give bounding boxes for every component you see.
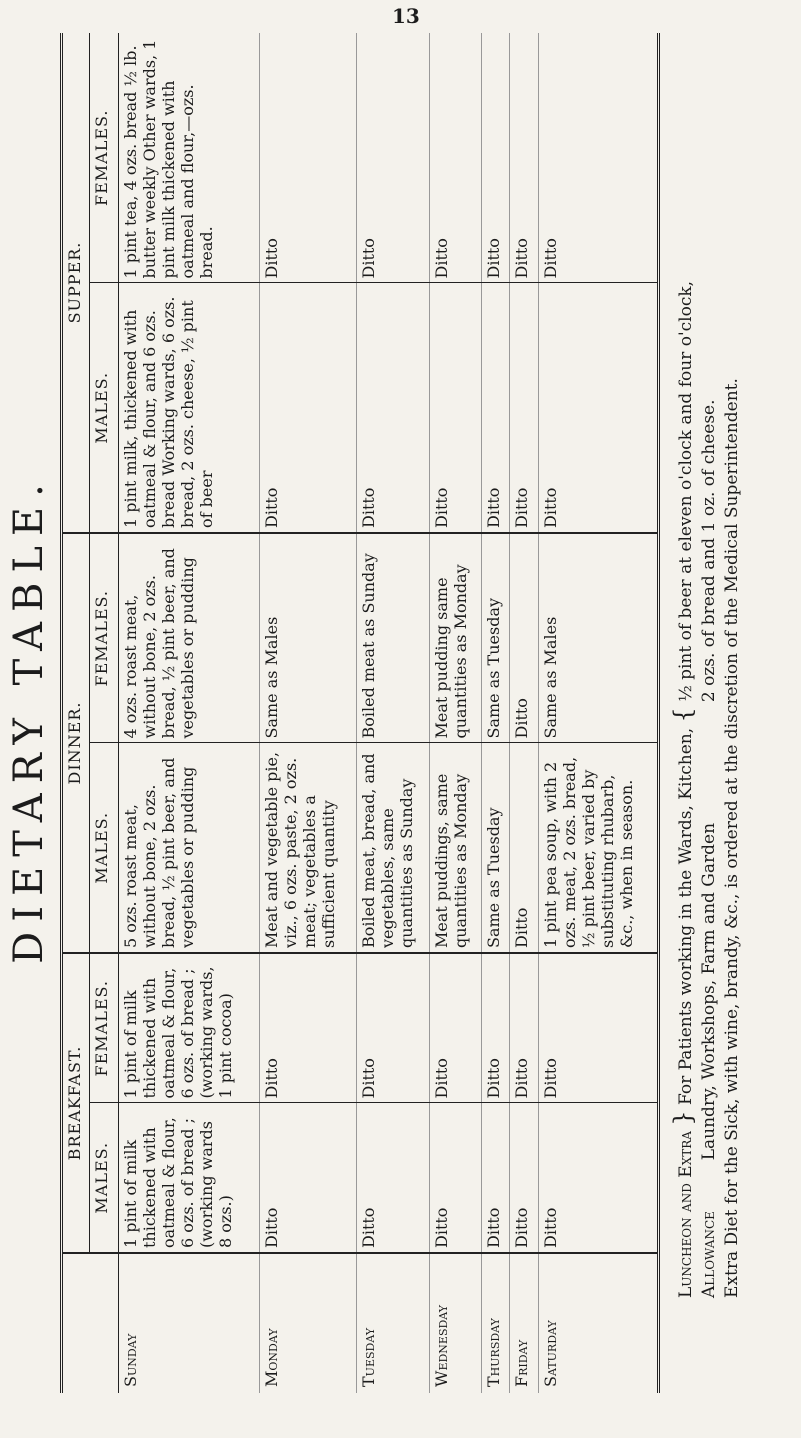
supper-females-cell: Ditto bbox=[510, 33, 539, 283]
luncheon-label: Luncheon and Extra bbox=[676, 1131, 696, 1298]
breakfast-females-header: FEMALES. bbox=[90, 953, 119, 1103]
table-row bbox=[538, 33, 658, 1393]
dinner-males-cell: Meat puddings, same quantities as Monday bbox=[430, 743, 481, 953]
supper-males-cell: Ditto bbox=[510, 283, 539, 533]
supper-males-cell: Ditto bbox=[260, 283, 356, 533]
footer-laundry-text: Laundry, Workshops, Farm and Garden bbox=[699, 822, 719, 1161]
supper-females-header: FEMALES. bbox=[90, 33, 119, 283]
table-row bbox=[481, 33, 510, 1393]
table-row bbox=[356, 33, 430, 1393]
breakfast-males-cell: Ditto bbox=[481, 1103, 510, 1253]
day-cell: Sunday bbox=[118, 1253, 260, 1393]
table-row bbox=[510, 33, 539, 1393]
day-header bbox=[62, 1253, 90, 1393]
supper-females-cell: Ditto bbox=[430, 33, 481, 283]
supper-males-cell: Ditto bbox=[356, 283, 430, 533]
breakfast-males-cell: 1 pint of milk thickened with oatmeal & flour, 6 ozs. of bread ; (working wards 8 ozs.) bbox=[118, 1103, 260, 1253]
page-title: DIETARY TABLE. bbox=[6, 474, 52, 964]
dinner-females-cell: Ditto bbox=[510, 533, 539, 743]
page-number: 13 bbox=[392, 4, 420, 28]
breakfast-males-cell: Ditto bbox=[260, 1103, 356, 1253]
sex-header-row bbox=[90, 33, 119, 1393]
footer-line-2 bbox=[698, 98, 721, 1298]
footer-notes bbox=[669, 98, 744, 1298]
dinner-males-header: MALES. bbox=[90, 743, 119, 953]
day-subheader bbox=[90, 1253, 119, 1393]
breakfast-females-cell: Ditto bbox=[538, 953, 658, 1103]
dinner-females-cell: Same as Tuesday bbox=[481, 533, 510, 743]
dinner-males-cell: 5 ozs. roast meat, without bone, 2 ozs. bread, ½ pint beer, and vegetables or pudding bbox=[118, 743, 260, 953]
supper-females-cell: Ditto bbox=[356, 33, 430, 283]
dinner-header: DINNER. bbox=[62, 533, 90, 953]
dinner-females-cell: Boiled meat as Sunday bbox=[356, 533, 430, 743]
footer-line-1 bbox=[669, 98, 698, 1298]
dinner-females-cell: 4 ozs. roast meat, without bone, 2 ozs. bread, ½ pint beer, and vegetables or pudding bbox=[118, 533, 260, 743]
dinner-females-cell: Same as Males bbox=[260, 533, 356, 743]
brace-glyph: } bbox=[669, 1110, 697, 1126]
supper-females-cell: Ditto bbox=[538, 33, 658, 283]
supper-females-cell: Ditto bbox=[481, 33, 510, 283]
brace-glyph: { bbox=[669, 707, 697, 723]
day-cell: Wednesday bbox=[430, 1253, 481, 1393]
supper-males-cell: Ditto bbox=[538, 283, 658, 533]
supper-females-cell: Ditto bbox=[260, 33, 356, 283]
footer-line-3 bbox=[721, 98, 744, 1298]
dinner-males-cell: Ditto bbox=[510, 743, 539, 953]
dinner-females-header: FEMALES. bbox=[90, 533, 119, 743]
breakfast-males-cell: Ditto bbox=[538, 1103, 658, 1253]
meal-header-row bbox=[62, 33, 90, 1393]
breakfast-females-cell: Ditto bbox=[481, 953, 510, 1103]
allowance-label: Allowance bbox=[699, 1211, 719, 1298]
dinner-males-cell: Boiled meat, bread, and vegetables, same quantities as Sunday bbox=[356, 743, 430, 953]
table-row bbox=[118, 33, 260, 1393]
footer-extra-diet-text: Extra Diet for the Sick, with wine, brandy, &c., is ordered at the discretion of the Medical Superintendent. bbox=[722, 378, 742, 1298]
breakfast-females-cell: Ditto bbox=[430, 953, 481, 1103]
supper-header: SUPPER. bbox=[62, 33, 90, 533]
day-cell: Saturday bbox=[538, 1253, 658, 1393]
breakfast-females-cell: Ditto bbox=[356, 953, 430, 1103]
footer-beer-text: ½ pint of beer at eleven o'clock and four o'clock, bbox=[676, 280, 696, 702]
day-cell: Thursday bbox=[481, 1253, 510, 1393]
dinner-males-cell: Same as Tuesday bbox=[481, 743, 510, 953]
breakfast-females-cell: Ditto bbox=[510, 953, 539, 1103]
table-row bbox=[430, 33, 481, 1393]
footer-cheese-text: 2 ozs. of bread and 1 oz. of cheese. bbox=[699, 399, 719, 703]
supper-males-cell: Ditto bbox=[481, 283, 510, 533]
breakfast-males-cell: Ditto bbox=[356, 1103, 430, 1253]
dietary-table bbox=[60, 33, 660, 1393]
breakfast-females-cell: 1 pint of milk thickened with oatmeal & flour, 6 ozs. of bread ; (working wards, 1 pint cocoa) bbox=[118, 953, 260, 1103]
supper-males-header: MALES. bbox=[90, 283, 119, 533]
table-row bbox=[260, 33, 356, 1393]
breakfast-males-cell: Ditto bbox=[510, 1103, 539, 1253]
supper-males-cell: Ditto bbox=[430, 283, 481, 533]
dinner-females-cell: Meat pudding same quantities as Monday bbox=[430, 533, 481, 743]
day-cell: Friday bbox=[510, 1253, 539, 1393]
breakfast-header: BREAKFAST. bbox=[62, 953, 90, 1253]
supper-males-cell: 1 pint milk, thickened with oatmeal & flour, and 6 ozs. bread Working wards, 6 ozs. bread, 2 ozs. cheese, ½ pint of beer bbox=[118, 283, 260, 533]
dinner-males-cell: Meat and vegetable pie, viz., 6 ozs. paste, 2 ozs. meat; vegetables a sufficient quantity bbox=[260, 743, 356, 953]
dinner-males-cell: 1 pint pea soup, with 2 ozs. meat, 2 ozs. bread, ½ pint beer, varied by substituting rhubarb, &c., when in season. bbox=[538, 743, 658, 953]
breakfast-females-cell: Ditto bbox=[260, 953, 356, 1103]
day-cell: Tuesday bbox=[356, 1253, 430, 1393]
dinner-females-cell: Same as Males bbox=[538, 533, 658, 743]
breakfast-males-header: MALES. bbox=[90, 1103, 119, 1253]
day-cell: Monday bbox=[260, 1253, 356, 1393]
footer-patients-text: For Patients working in the Wards, Kitchen, bbox=[676, 727, 696, 1105]
supper-females-cell: 1 pint tea, 4 ozs. bread ½ lb. butter weekly Other wards, 1 pint milk thickened with oatmeal and flour,—ozs. bread. bbox=[118, 33, 260, 283]
breakfast-males-cell: Ditto bbox=[430, 1103, 481, 1253]
